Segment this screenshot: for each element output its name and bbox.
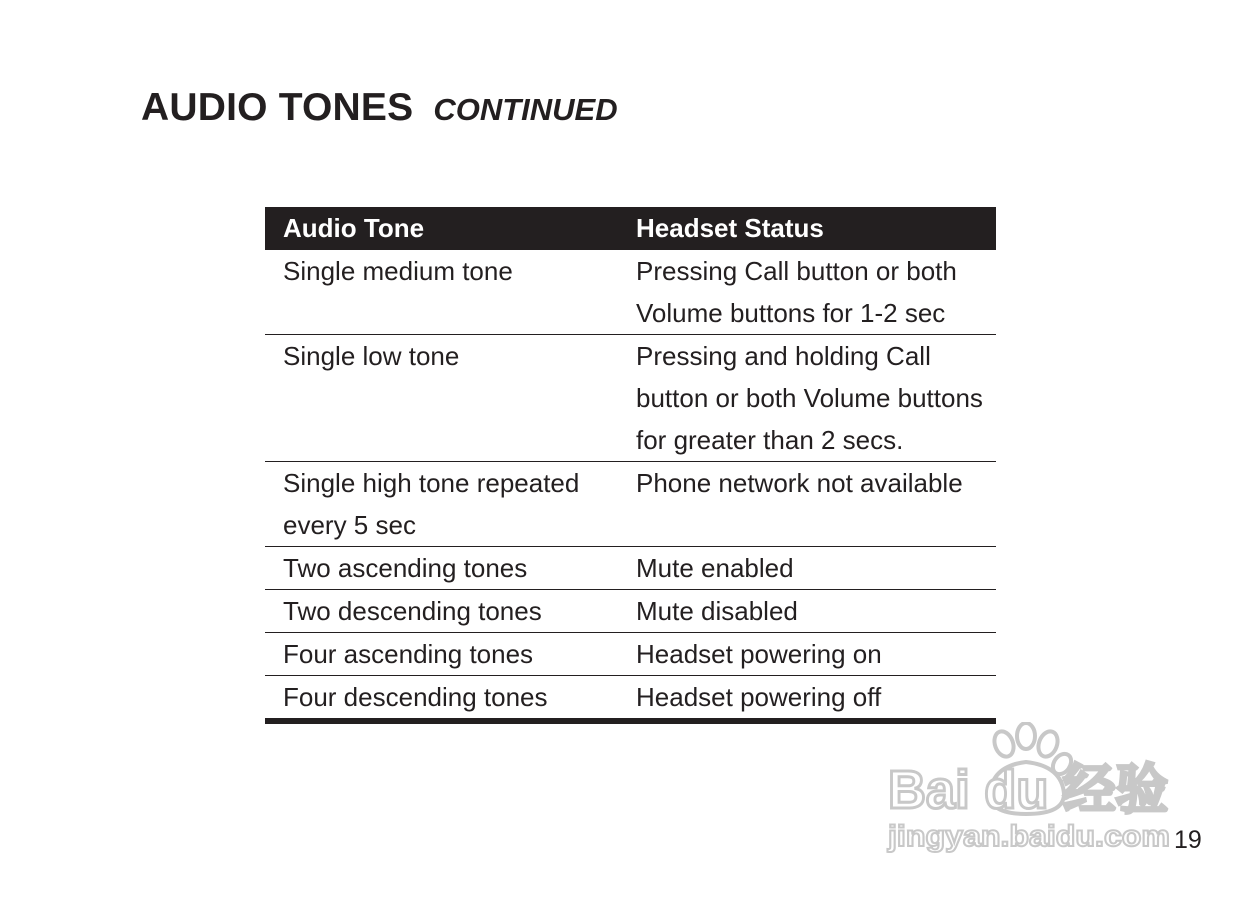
status-cell bbox=[618, 462, 996, 547]
tone-text: Two descending tones bbox=[283, 596, 542, 626]
status-text: Headset powering on bbox=[636, 639, 882, 669]
tone-cell bbox=[265, 590, 618, 633]
table-row bbox=[265, 250, 996, 335]
page-subtitle: CONTINUED bbox=[433, 92, 618, 127]
baidu-watermark bbox=[886, 722, 1172, 857]
column-header-audio-tone: Audio Tone bbox=[265, 207, 618, 250]
status-text: Pressing Call button or both bbox=[636, 256, 957, 286]
status-cell bbox=[618, 676, 996, 722]
tone-cell bbox=[265, 676, 618, 722]
table-row bbox=[265, 590, 996, 633]
tone-text: Two ascending tones bbox=[283, 553, 528, 583]
tone-text: Single high tone repeated bbox=[283, 468, 580, 498]
tone-cell bbox=[265, 250, 618, 335]
status-text: Mute disabled bbox=[636, 596, 798, 626]
status-cell bbox=[618, 547, 996, 590]
status-text: Volume buttons for 1-2 sec bbox=[636, 298, 946, 328]
status-text: Mute enabled bbox=[636, 553, 794, 583]
status-text: button or both Volume buttons bbox=[636, 383, 983, 413]
status-cell bbox=[618, 335, 996, 462]
tone-cell bbox=[265, 633, 618, 676]
table-row bbox=[265, 547, 996, 590]
status-cell bbox=[618, 590, 996, 633]
audio-tones-table bbox=[265, 207, 996, 724]
tone-text: Single medium tone bbox=[283, 256, 513, 286]
table-row bbox=[265, 462, 996, 547]
table-row bbox=[265, 676, 996, 722]
status-text: Phone network not available bbox=[636, 468, 963, 498]
watermark-url: jingyan.baidu.com bbox=[886, 820, 1170, 853]
tone-cell bbox=[265, 335, 618, 462]
page-title: AUDIO TONES bbox=[141, 86, 414, 129]
status-text: Pressing and holding Call bbox=[636, 341, 931, 371]
tone-text: Four descending tones bbox=[283, 682, 548, 712]
page-heading bbox=[141, 86, 618, 130]
status-cell bbox=[618, 250, 996, 335]
tone-text: every 5 sec bbox=[283, 510, 416, 540]
tone-cell bbox=[265, 462, 618, 547]
status-text: Headset powering off bbox=[636, 682, 882, 712]
watermark-brand: Bai du 经验 bbox=[888, 760, 1168, 820]
status-cell bbox=[618, 633, 996, 676]
page-number: 19 bbox=[1174, 826, 1202, 854]
column-header-headset-status: Headset Status bbox=[618, 207, 996, 250]
table-row bbox=[265, 633, 996, 676]
table-row bbox=[265, 335, 996, 462]
tone-cell bbox=[265, 547, 618, 590]
tone-text: Single low tone bbox=[283, 341, 460, 371]
table-header-row bbox=[265, 207, 996, 250]
status-text: for greater than 2 secs. bbox=[636, 425, 904, 455]
tone-text: Four ascending tones bbox=[283, 639, 534, 669]
